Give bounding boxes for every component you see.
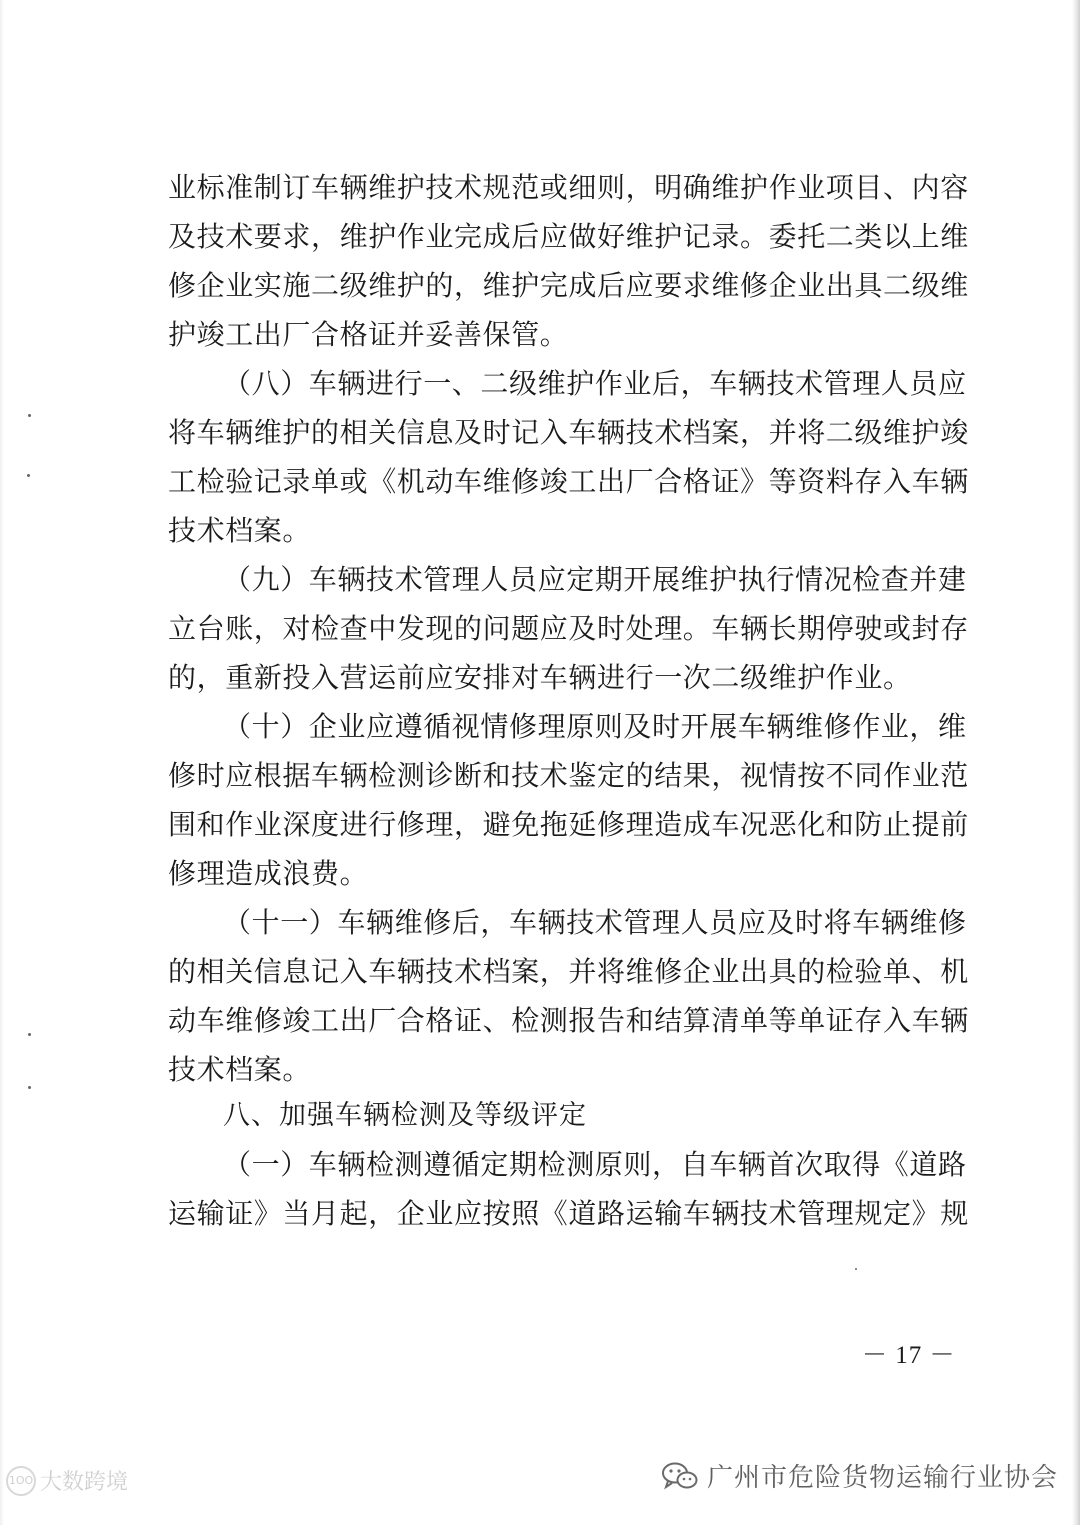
text-line: 的相关信息记入车辆技术档案，并将维修企业出具的检验单、机 (168, 955, 969, 988)
page-left-edge (0, 0, 4, 1525)
text-line: 修企业实施二级维护的，维护完成后应要求维修企业出具二级维 (168, 269, 969, 302)
text-line: 业标准制订车辆维护技术规范或细则，明确维护作业项目、内容 (168, 171, 969, 204)
text-line: 及技术要求，维护作业完成后应做好维护记录。委托二类以上维 (168, 220, 969, 253)
text-line: 的，重新投入营运前应安排对车辆进行一次二级维护作业。 (168, 661, 912, 694)
scan-speck (28, 414, 31, 417)
page-right-edge (1072, 0, 1080, 1525)
paragraph-start-10: （十）企业应遵循视情修理原则及时开展车辆维修作业，维 (223, 710, 967, 743)
text-line: 护竣工出厂合格证并妥善保管。 (168, 318, 569, 351)
text-line: 将车辆维护的相关信息及时记入车辆技术档案，并将二级维护竣 (168, 416, 969, 449)
text-line: 修理造成浪费。 (168, 857, 369, 890)
scan-speck (28, 1086, 31, 1089)
scan-speck (28, 1033, 31, 1036)
scan-speck (27, 474, 30, 477)
paragraph-start-8: （八）车辆进行一、二级维护作业后，车辆技术管理人员应 (223, 367, 967, 400)
scan-speck (855, 1268, 857, 1270)
paragraph-start-9: （九）车辆技术管理人员应定期开展维护执行情况检查并建 (223, 563, 967, 596)
footer-watermarks (0, 1455, 1080, 1525)
paragraph-start-1: （一）车辆检测遵循定期检测原则，自车辆首次取得《道路 (223, 1148, 967, 1181)
watermark-left-text: 大数跨境 (40, 1470, 129, 1495)
watermark-badge: 1OO (6, 1466, 36, 1496)
watermark-left (6, 1465, 128, 1496)
text-line: 围和作业深度进行修理，避免拖延修理造成车况恶化和防止提前 (168, 808, 969, 841)
text-line: 技术档案。 (168, 1053, 312, 1086)
document-body (168, 163, 969, 1238)
watermark-right (661, 1457, 1058, 1494)
section-heading: 八、加强车辆检测及等级评定 (223, 1100, 587, 1131)
watermark-right-text: 广州市危险货物运输行业协会 (706, 1463, 1058, 1493)
paragraph-start-11: （十一）车辆维修后，车辆技术管理人员应及时将车辆维修 (223, 906, 967, 939)
text-line: 工检验记录单或《机动车维修竣工出厂合格证》等资料存入车辆 (168, 465, 969, 498)
text-line: 运输证》当月起，企业应按照《道路运输车辆技术管理规定》规 (168, 1197, 969, 1230)
text-line: 修时应根据车辆检测诊断和技术鉴定的结果，视情按不同作业范 (168, 759, 969, 792)
text-line: 动车维修竣工出厂合格证、检测报告和结算清单等单证存入车辆 (168, 1004, 969, 1037)
wechat-icon (661, 1461, 699, 1491)
text-line: 立台账，对检查中发现的问题应及时处理。车辆长期停驶或封存 (168, 612, 969, 645)
page-number: － 17 － (862, 1342, 956, 1369)
text-line: 技术档案。 (168, 514, 312, 547)
